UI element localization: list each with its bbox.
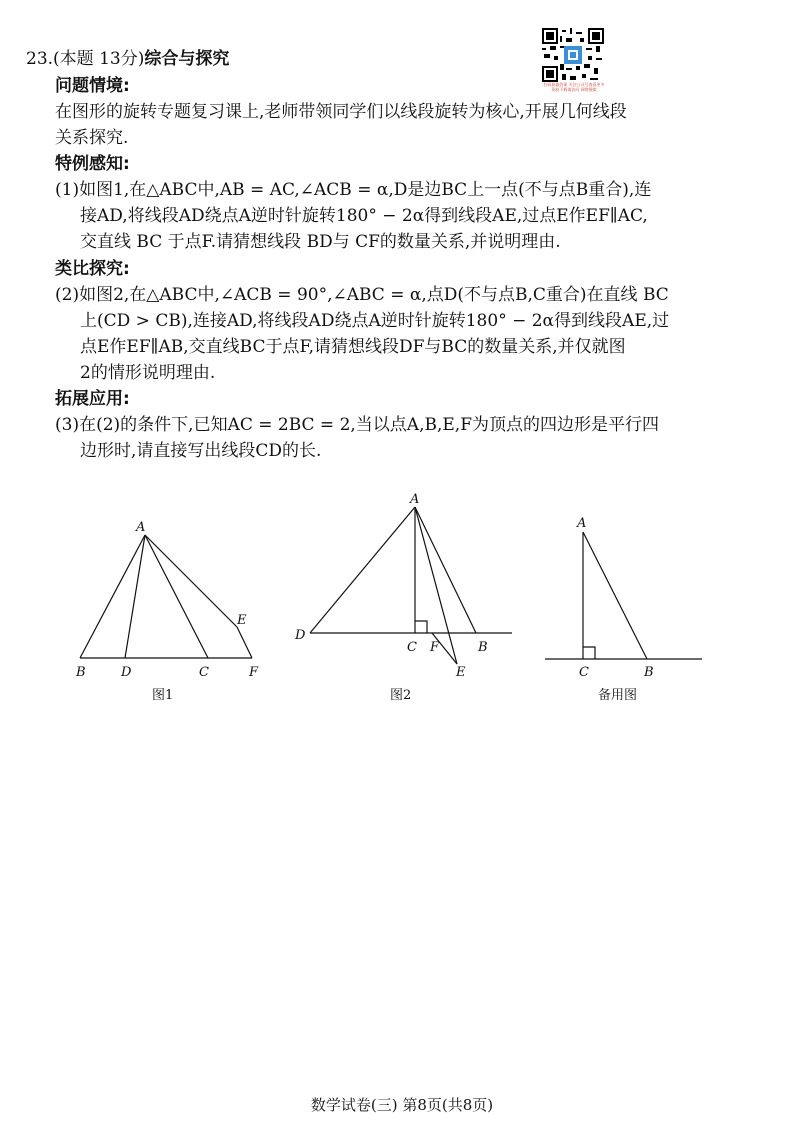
- fig1-label-D: D: [121, 665, 132, 680]
- fig1-caption: 图1: [152, 688, 174, 703]
- fig2-label-D: D: [295, 628, 306, 643]
- part1-line-1: (1)如图1,在△ABC中,AB = AC,∠ACB = α,D是边BC上一点(不与点B重合),连: [55, 180, 652, 200]
- part2-line-2: 上(CD > CB),连接AD,将线段AD绕点A逆时针旋转180° − 2α得到线段AE,过: [80, 311, 670, 331]
- part1-line-2: 接AD,将线段AD绕点A逆时针旋转180° − 2α得到线段AE,过点E作EF∥AC,: [80, 206, 648, 226]
- fig3-label-B: B: [644, 665, 654, 680]
- page-footer: 数学试卷(三) 第8页(共8页): [310, 1096, 494, 1114]
- fig3-label-C: C: [579, 665, 589, 680]
- problem-title: 综合与探究: [144, 49, 230, 69]
- problem-points: (本题 13分): [53, 49, 145, 69]
- fig2-label-C: C: [407, 640, 417, 655]
- part2-line-1: (2)如图2,在△ABC中,∠ACB = 90°,∠ABC = α,点D(不与点B,C重合)在直线 BC: [55, 285, 669, 305]
- fig2-caption: 图2: [390, 688, 412, 703]
- fig2-label-A: A: [410, 492, 420, 507]
- fig1-label-A: A: [136, 520, 146, 535]
- part3-line-1: (3)在(2)的条件下,已知AC = 2BC = 2,当以点A,B,E,F为顶点的四边形是平行四: [55, 415, 659, 435]
- situation-line-1: 在图形的旋转专题复习课上,老师带领同学们以线段旋转为核心,开展几何线段: [55, 102, 627, 122]
- figure-1: [80, 535, 252, 658]
- problem-header: [26, 46, 229, 72]
- part2-line-3: 点E作EF∥AB,交直线BC于点F,请猜想线段DF与BC的数量关系,并仅就图: [80, 337, 626, 357]
- fig3-label-A: A: [577, 516, 587, 531]
- special-heading: 特例感知:: [55, 154, 130, 174]
- extension-heading: 拓展应用:: [55, 389, 130, 409]
- fig1-label-F: F: [249, 665, 259, 680]
- analogy-heading: 类比探究:: [55, 259, 130, 279]
- fig2-label-E: E: [456, 665, 466, 680]
- problem-number: 23.: [26, 49, 54, 69]
- fig3-caption: 备用图: [598, 688, 638, 703]
- situation-heading: 问题情境:: [55, 76, 130, 96]
- qr-code-icon: [542, 28, 604, 82]
- fig1-label-B: B: [76, 665, 86, 680]
- qr-caption: 扫码获取答案 关注公众号查看更多 资料下载请访问 网络搜索: [543, 82, 605, 92]
- fig2-label-F: F: [430, 640, 440, 655]
- fig1-label-C: C: [199, 665, 209, 680]
- fig2-label-B: B: [478, 640, 488, 655]
- situation-line-2: 关系探究.: [55, 128, 129, 148]
- part1-line-3: 交直线 BC 于点F.请猜想线段 BD与 CF的数量关系,并说明理由.: [80, 232, 561, 252]
- part3-line-2: 边形时,请直接写出线段CD的长.: [80, 441, 322, 461]
- part2-line-4: 2的情形说明理由.: [80, 363, 216, 383]
- fig1-label-E: E: [237, 613, 247, 628]
- figures: [0, 480, 804, 710]
- figure-spare: [545, 532, 702, 659]
